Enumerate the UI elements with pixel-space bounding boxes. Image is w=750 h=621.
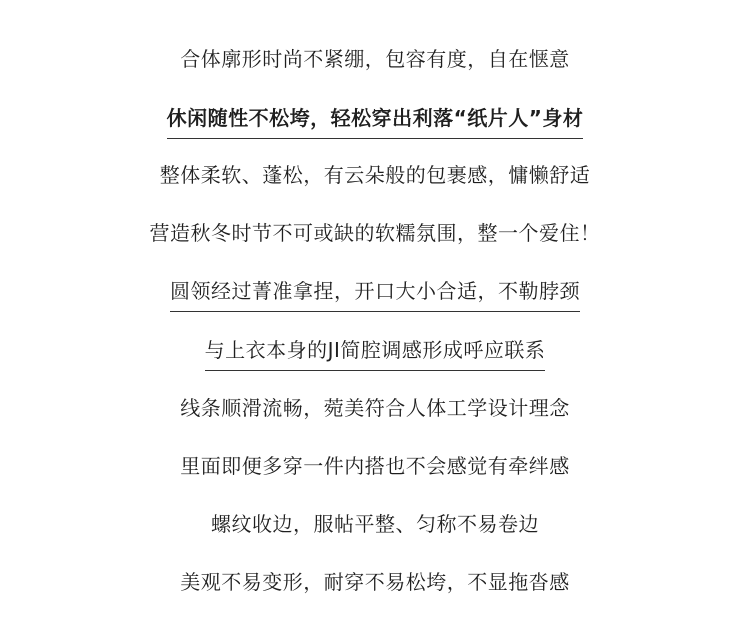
description-line-6-text: 与上衣本身的JI简腔调感形成呼应联系 <box>205 336 546 371</box>
description-line-10-text: 美观不易变形，耐穿不易松垮，不显拖沓感 <box>180 570 570 594</box>
description-line-1-text: 合体廓形时尚不紧绷，包容有度，自在惬意 <box>180 47 570 71</box>
description-line-8-text: 里面即便多穿一件内搭也不会感觉有牵绊感 <box>180 454 570 478</box>
description-line-2-highlight <box>0 104 750 132</box>
description-line-10 <box>0 568 750 596</box>
description-line-8 <box>0 452 750 480</box>
description-line-2-text: 休闲随性不松垮，轻松穿出利落“纸片人”身材 <box>167 104 584 139</box>
description-line-7 <box>0 394 750 422</box>
description-line-5-text: 圆领经过菁准拿捏，开口大小合适，不勒脖颈 <box>170 277 580 312</box>
description-line-1 <box>0 45 750 73</box>
description-line-4-text: 营造秋冬时节不可或缺的软糯氛围，整一个爱住！ <box>149 221 601 245</box>
description-line-5-underlined <box>0 277 750 305</box>
description-line-7-text: 线条顺滑流畅，菀美符合人体工学设计理念 <box>180 396 570 420</box>
description-line-3 <box>0 161 750 189</box>
description-line-4 <box>0 219 750 247</box>
description-line-9-text: 螺纹收边，服帖平整、匀称不易卷边 <box>211 512 539 536</box>
description-line-3-text: 整体柔软、蓬松，有云朵般的包裹感，慵懒舒适 <box>159 163 591 187</box>
description-line-9 <box>0 510 750 538</box>
description-line-6-underlined <box>0 336 750 364</box>
